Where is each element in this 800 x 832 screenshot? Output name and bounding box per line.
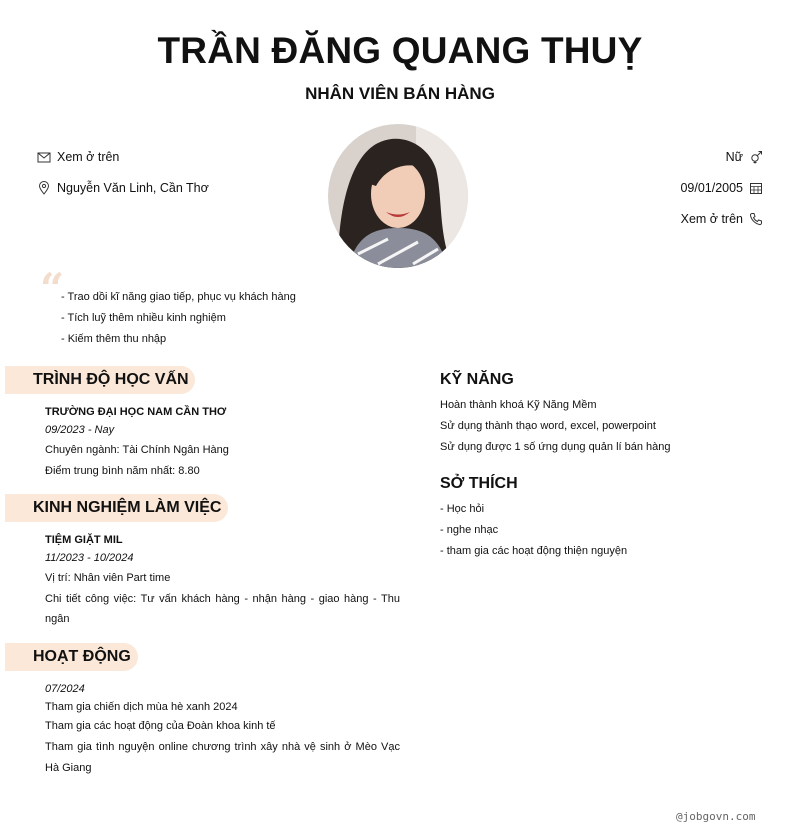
activity-item: Tham gia các hoạt động của Đoàn khoa kinh tế [45, 720, 276, 732]
contact-gender [726, 150, 763, 164]
skills-title: KỸ NĂNG [440, 371, 514, 388]
contact-email [37, 150, 119, 164]
hobby-item: - Học hỏi [440, 503, 485, 515]
education-major: Chuyên ngành: Tài Chính Ngân Hàng [45, 444, 229, 456]
education-period: 09/2023 - Nay [45, 424, 115, 436]
objective-line: - Trao dồi kĩ năng giao tiếp, phục vụ khách hàng [61, 291, 296, 303]
quote-icon: “ [40, 264, 65, 313]
education-gpa: Điểm trung bình năm nhất: 8.80 [45, 465, 200, 477]
gender-icon [749, 150, 763, 164]
activities-title: HOẠT ĐỘNG [5, 643, 138, 671]
calendar-icon [749, 181, 763, 195]
hobbies-title: SỞ THÍCH [440, 475, 518, 492]
gender-text: Nữ [725, 150, 743, 164]
activity-item-cont: Hà Giang [45, 762, 92, 774]
activity-item: Tham gia tình nguyện online chương trình xây nhà vệ sinh ở Mèo Vạc [45, 741, 400, 753]
phone-icon [749, 212, 763, 226]
candidate-name: TRẦN ĐĂNG QUANG THUỴ [157, 30, 643, 71]
contact-phone [681, 212, 763, 226]
profile-photo [328, 124, 468, 268]
experience-title: KINH NGHIỆM LÀM VIỆC [5, 494, 228, 522]
objective-line: - Kiếm thêm thu nhập [61, 333, 167, 345]
dob-text: 09/01/2005 [680, 181, 743, 195]
skill-item: Sử dụng thành thạo word, excel, powerpoint [440, 420, 656, 432]
hobby-item: - tham gia các hoạt động thiện nguyện [440, 545, 628, 557]
address-text: Nguyễn Văn Linh, Cần Thơ [57, 181, 209, 195]
envelope-icon [37, 150, 51, 164]
experience-detail-cont: ngân [45, 613, 70, 625]
job-title: NHÂN VIÊN BÁN HÀNG [305, 84, 495, 103]
experience-detail: Chi tiết công việc: Tư vấn khách hàng - nhận hàng - giao hàng - Thu [45, 593, 400, 605]
footer-brand: @jobgovn.com [676, 810, 756, 823]
hobby-item: - nghe nhạc [440, 524, 499, 536]
company-name: TIỆM GIẶT MIL [45, 534, 123, 546]
skill-item: Sử dụng được 1 số ứng dụng quản lí bán hàng [440, 441, 671, 453]
school-name: TRƯỜNG ĐẠI HỌC NAM CẦN THƠ [45, 406, 227, 418]
education-title: TRÌNH ĐỘ HỌC VẤN [5, 366, 195, 394]
email-text: Xem ở trên [57, 150, 120, 164]
objective-line: - Tích luỹ thêm nhiều kinh nghiệm [61, 312, 226, 324]
contact-dob [680, 181, 763, 195]
activities-period: 07/2024 [45, 683, 85, 695]
experience-period: 11/2023 - 10/2024 [45, 552, 134, 564]
contact-address [37, 181, 209, 195]
activity-item: Tham gia chiến dịch mùa hè xanh 2024 [45, 701, 238, 713]
experience-position: Vị trí: Nhân viên Part time [45, 572, 171, 584]
phone-text: Xem ở trên [680, 212, 743, 226]
location-pin-icon [37, 181, 51, 195]
skill-item: Hoàn thành khoá Kỹ Năng Mềm [440, 399, 597, 411]
